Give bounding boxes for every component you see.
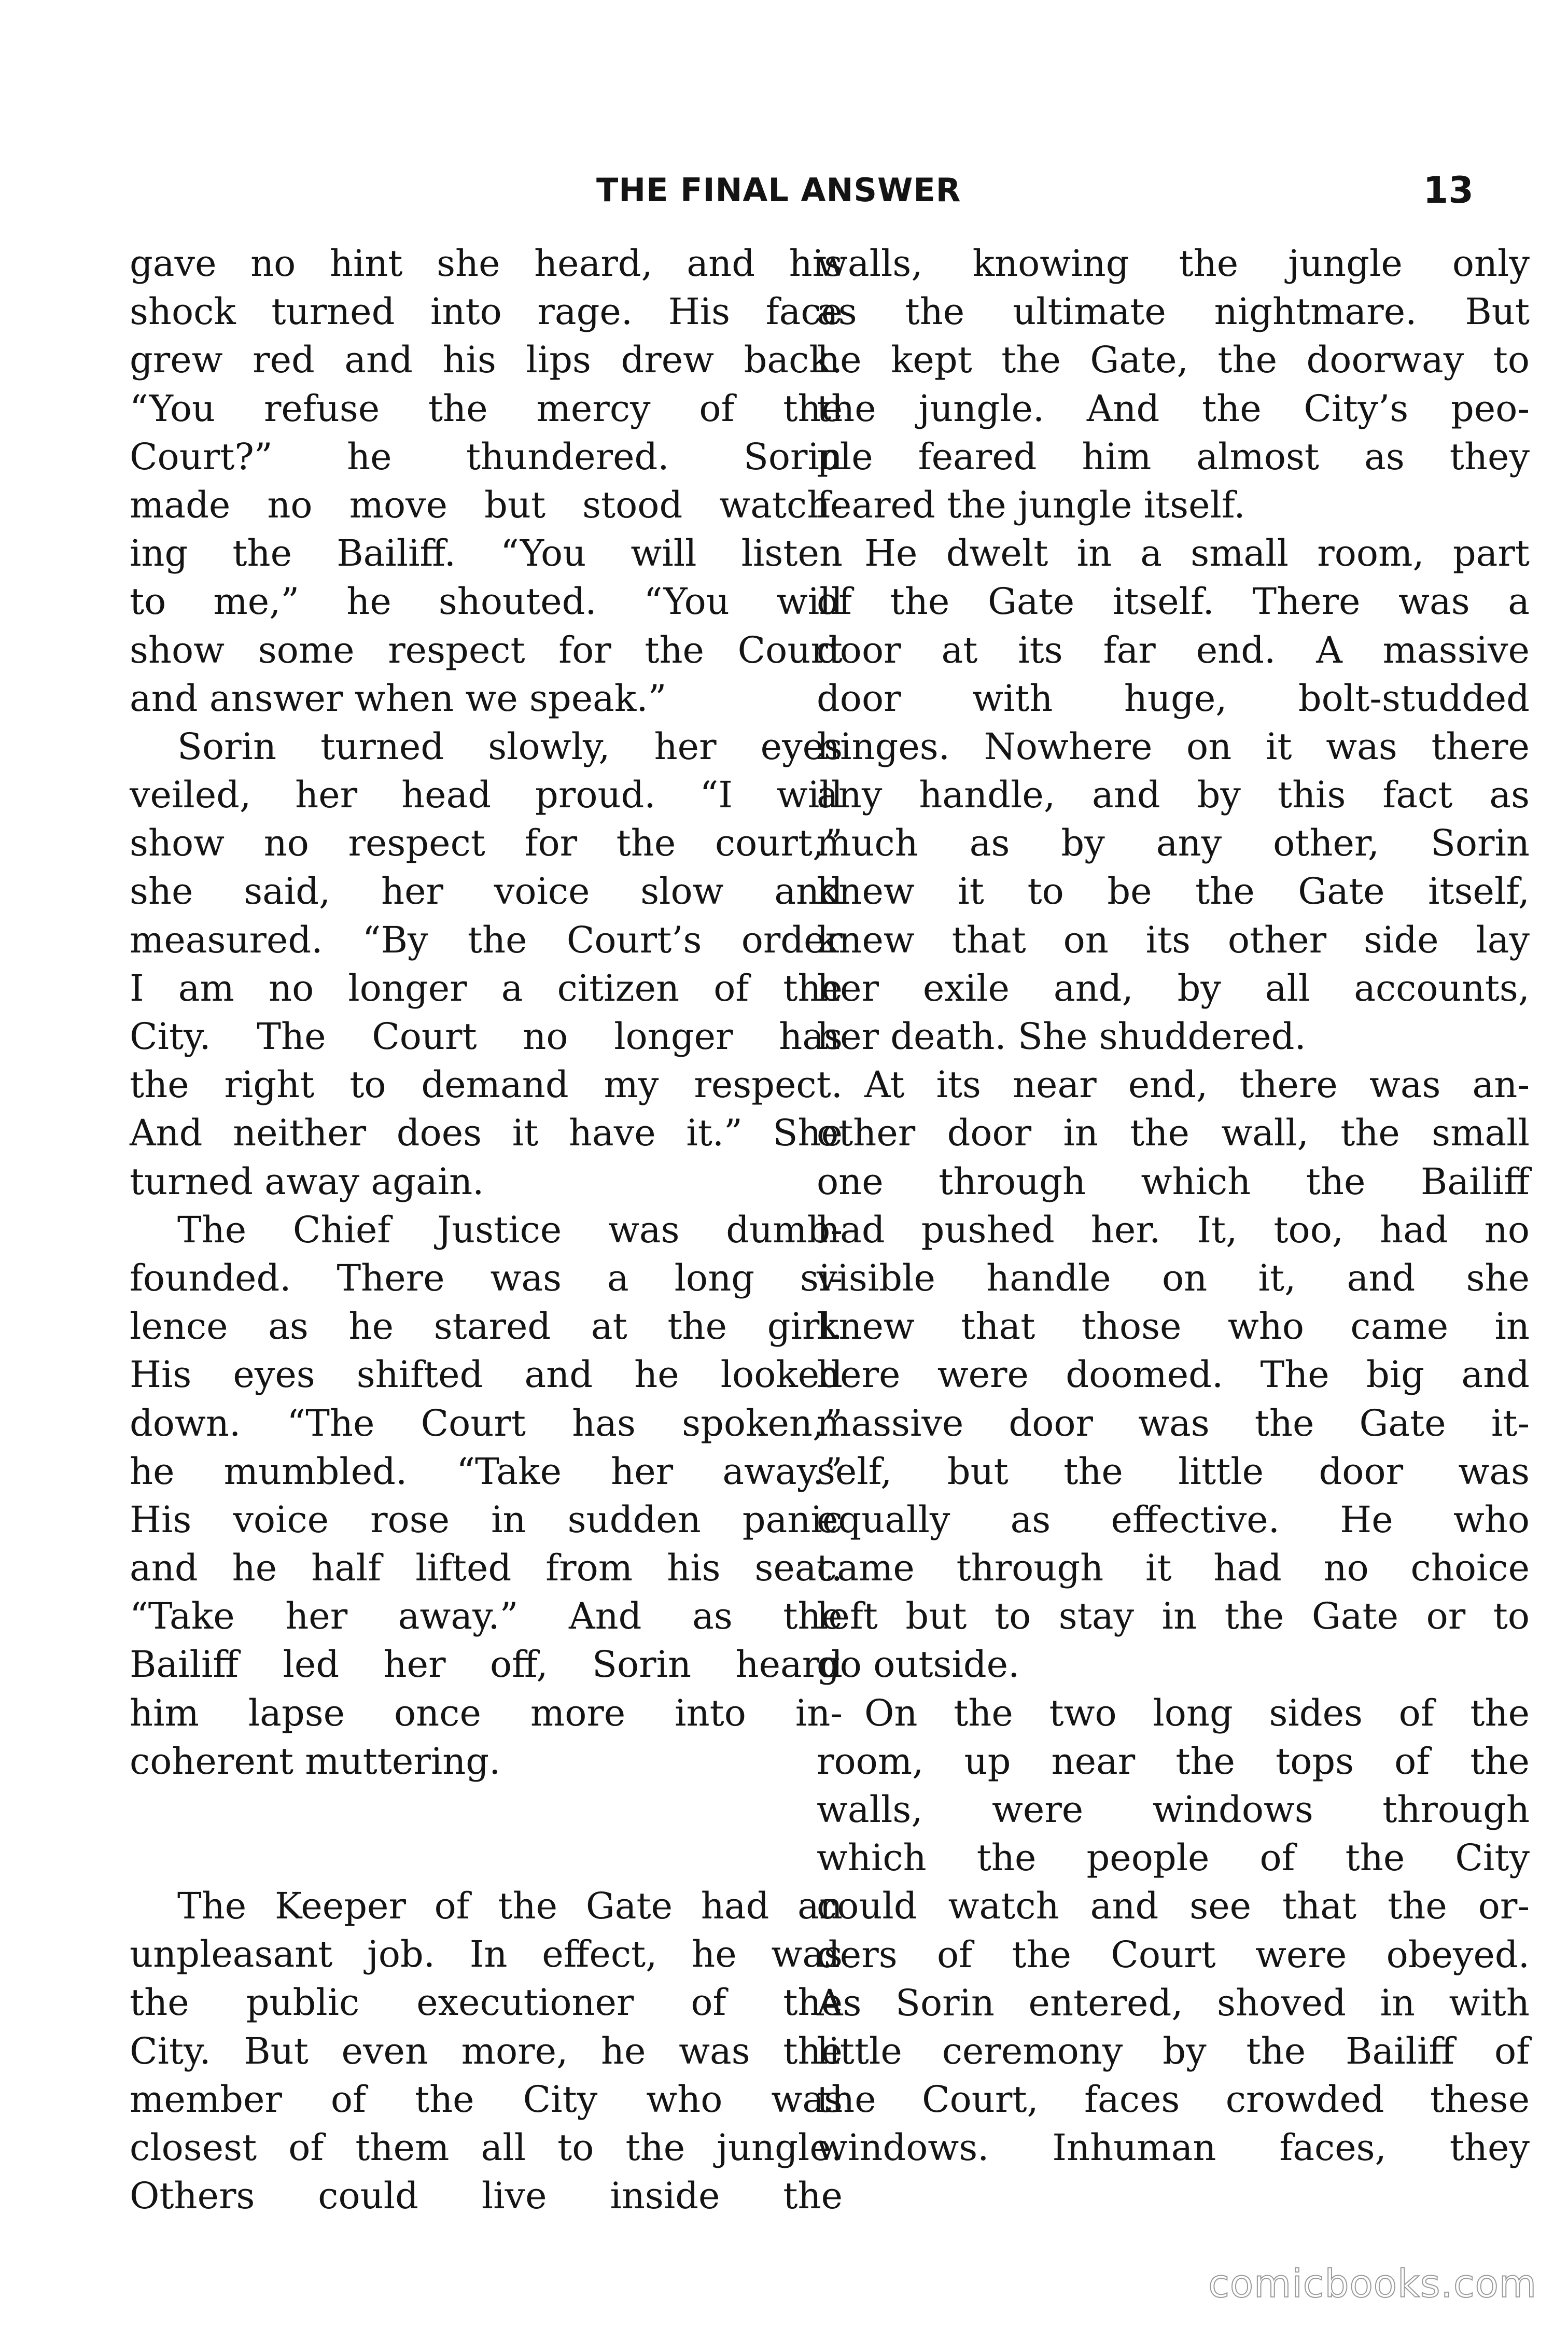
text-line: veiled, her head proud. “I will	[130, 774, 843, 817]
text-line: had pushed her. It, too, had no	[817, 1208, 1530, 1251]
text-line: walls, were windows through	[817, 1788, 1530, 1831]
text-line: ple feared him almost as they	[817, 435, 1530, 478]
text-line: hinges. Nowhere on it was there	[817, 725, 1530, 768]
text-line: measured. “By the Court’s order	[130, 918, 843, 961]
text-line: could watch and see that the or-	[817, 1885, 1530, 1928]
text-line: massive door was the Gate it-	[817, 1401, 1530, 1445]
text-line: room, up near the tops of the	[817, 1740, 1530, 1783]
text-line: founded. There was a long si-	[130, 1256, 843, 1299]
text-line: Bailiff led her off, Sorin heard	[130, 1643, 843, 1686]
text-line: him lapse once more into in-	[130, 1691, 843, 1734]
text-line: ders of the Court were obeyed.	[817, 1933, 1530, 1976]
text-line: His eyes shifted and he looked	[130, 1353, 843, 1396]
text-line: which the people of the City	[817, 1837, 1530, 1880]
text-line: unpleasant job. In effect, he was	[130, 1933, 843, 1976]
text-line: the public executioner of the	[130, 1981, 843, 2024]
text-line: her death. She shuddered.	[817, 1015, 1306, 1058]
left-column	[130, 240, 843, 2220]
text-line: she said, her voice slow and	[130, 870, 843, 913]
text-line: As Sorin entered, shoved in with	[817, 1981, 1530, 2024]
text-line: other door in the wall, the small	[817, 1112, 1530, 1155]
text-line: knew that on its other side lay	[817, 918, 1530, 961]
text-line: “Take her away.” And as the	[130, 1595, 843, 1638]
text-line: any handle, and by this fact as	[817, 774, 1530, 817]
text-line: The Chief Justice was dumb-	[177, 1208, 843, 1251]
text-line: “You refuse the mercy of the	[130, 387, 843, 430]
text-line: left but to stay in the Gate or to	[817, 1595, 1530, 1638]
text-line: show no respect for the court,”	[130, 822, 843, 865]
text-line: of the Gate itself. There was a	[817, 580, 1530, 623]
text-line: closest of them all to the jungle.	[130, 2126, 843, 2169]
text-line: one through which the Bailiff	[817, 1160, 1530, 1203]
text-line: He dwelt in a small room, part	[864, 532, 1530, 575]
text-line: ing the Bailiff. “You will listen	[130, 532, 843, 575]
text-line: Sorin turned slowly, her eyes	[177, 725, 843, 768]
page-number: 13	[1423, 169, 1474, 212]
text-line: I am no longer a citizen of the	[130, 966, 843, 1010]
text-line: her exile and, by all accounts,	[817, 966, 1530, 1010]
text-line: much as by any other, Sorin	[817, 822, 1530, 865]
text-line: equally as effective. He who	[817, 1498, 1530, 1541]
text-line: and answer when we speak.”	[130, 677, 667, 720]
text-line: turned away again.	[130, 1160, 484, 1203]
text-line: show some respect for the Court	[130, 628, 843, 671]
text-line: The Keeper of the Gate had an	[177, 1885, 843, 1927]
text-line: the right to demand my respect.	[130, 1063, 843, 1106]
text-line: down. “The Court has spoken,”	[130, 1401, 843, 1445]
text-line: came through it had no choice	[817, 1547, 1530, 1590]
text-line: as the ultimate nightmare. But	[817, 290, 1530, 333]
text-line: coherent muttering.	[130, 1740, 501, 1783]
text-line: And neither does it have it.” She	[130, 1112, 843, 1155]
text-line: here were doomed. The big and	[817, 1353, 1530, 1396]
text-line: windows. Inhuman faces, they	[817, 2126, 1530, 2169]
text-line: door with huge, bolt-studded	[817, 677, 1530, 720]
text-line: and he half lifted from his seat.	[130, 1547, 843, 1590]
text-line: shock turned into rage. His face	[130, 290, 843, 333]
text-line: made no move but stood watch-	[130, 483, 843, 526]
left-column-lines-after-break	[130, 1882, 843, 2220]
text-line: to me,” he shouted. “You will	[130, 580, 843, 623]
text-line: On the two long sides of the	[864, 1691, 1530, 1734]
text-line: member of the City who was	[130, 2078, 843, 2121]
site-watermark: comicbooks.com	[1208, 2262, 1537, 2306]
right-column	[817, 240, 1530, 2172]
text-line: grew red and his lips drew back.	[130, 339, 843, 382]
text-line: lence as he stared at the girl.	[130, 1305, 843, 1348]
right-column-lines	[817, 240, 1530, 2172]
text-line: go outside.	[817, 1643, 1020, 1686]
text-line: His voice rose in sudden panic	[130, 1498, 843, 1541]
text-line: At its near end, there was an-	[864, 1063, 1530, 1106]
text-line: little ceremony by the Bailiff of	[817, 2029, 1530, 2072]
text-line: gave no hint she heard, and his	[130, 242, 843, 285]
text-line: the jungle. And the City’s peo-	[817, 387, 1530, 430]
text-line: self, but the little door was	[817, 1450, 1530, 1493]
left-column-lines	[130, 240, 843, 1786]
text-line: City. The Court no longer has	[130, 1015, 843, 1058]
text-line: walls, knowing the jungle only	[817, 242, 1530, 285]
section-break	[130, 1786, 843, 1882]
running-title: THE FINAL ANSWER	[596, 171, 961, 209]
text-line: feared the jungle itself.	[817, 483, 1245, 526]
text-line: City. But even more, he was the	[130, 2029, 843, 2072]
text-line: knew it to be the Gate itself,	[817, 870, 1530, 913]
text-line: he mumbled. “Take her away.”	[130, 1450, 843, 1493]
text-line: he kept the Gate, the doorway to	[817, 339, 1530, 382]
text-line: visible handle on it, and she	[817, 1256, 1530, 1299]
text-line: knew that those who came in	[817, 1305, 1530, 1348]
text-line: Court?” he thundered. Sorin	[130, 435, 843, 478]
text-line: door at its far end. A massive	[817, 628, 1530, 671]
text-line: Others could live inside the	[130, 2175, 843, 2218]
text-line: the Court, faces crowded these	[817, 2078, 1530, 2121]
